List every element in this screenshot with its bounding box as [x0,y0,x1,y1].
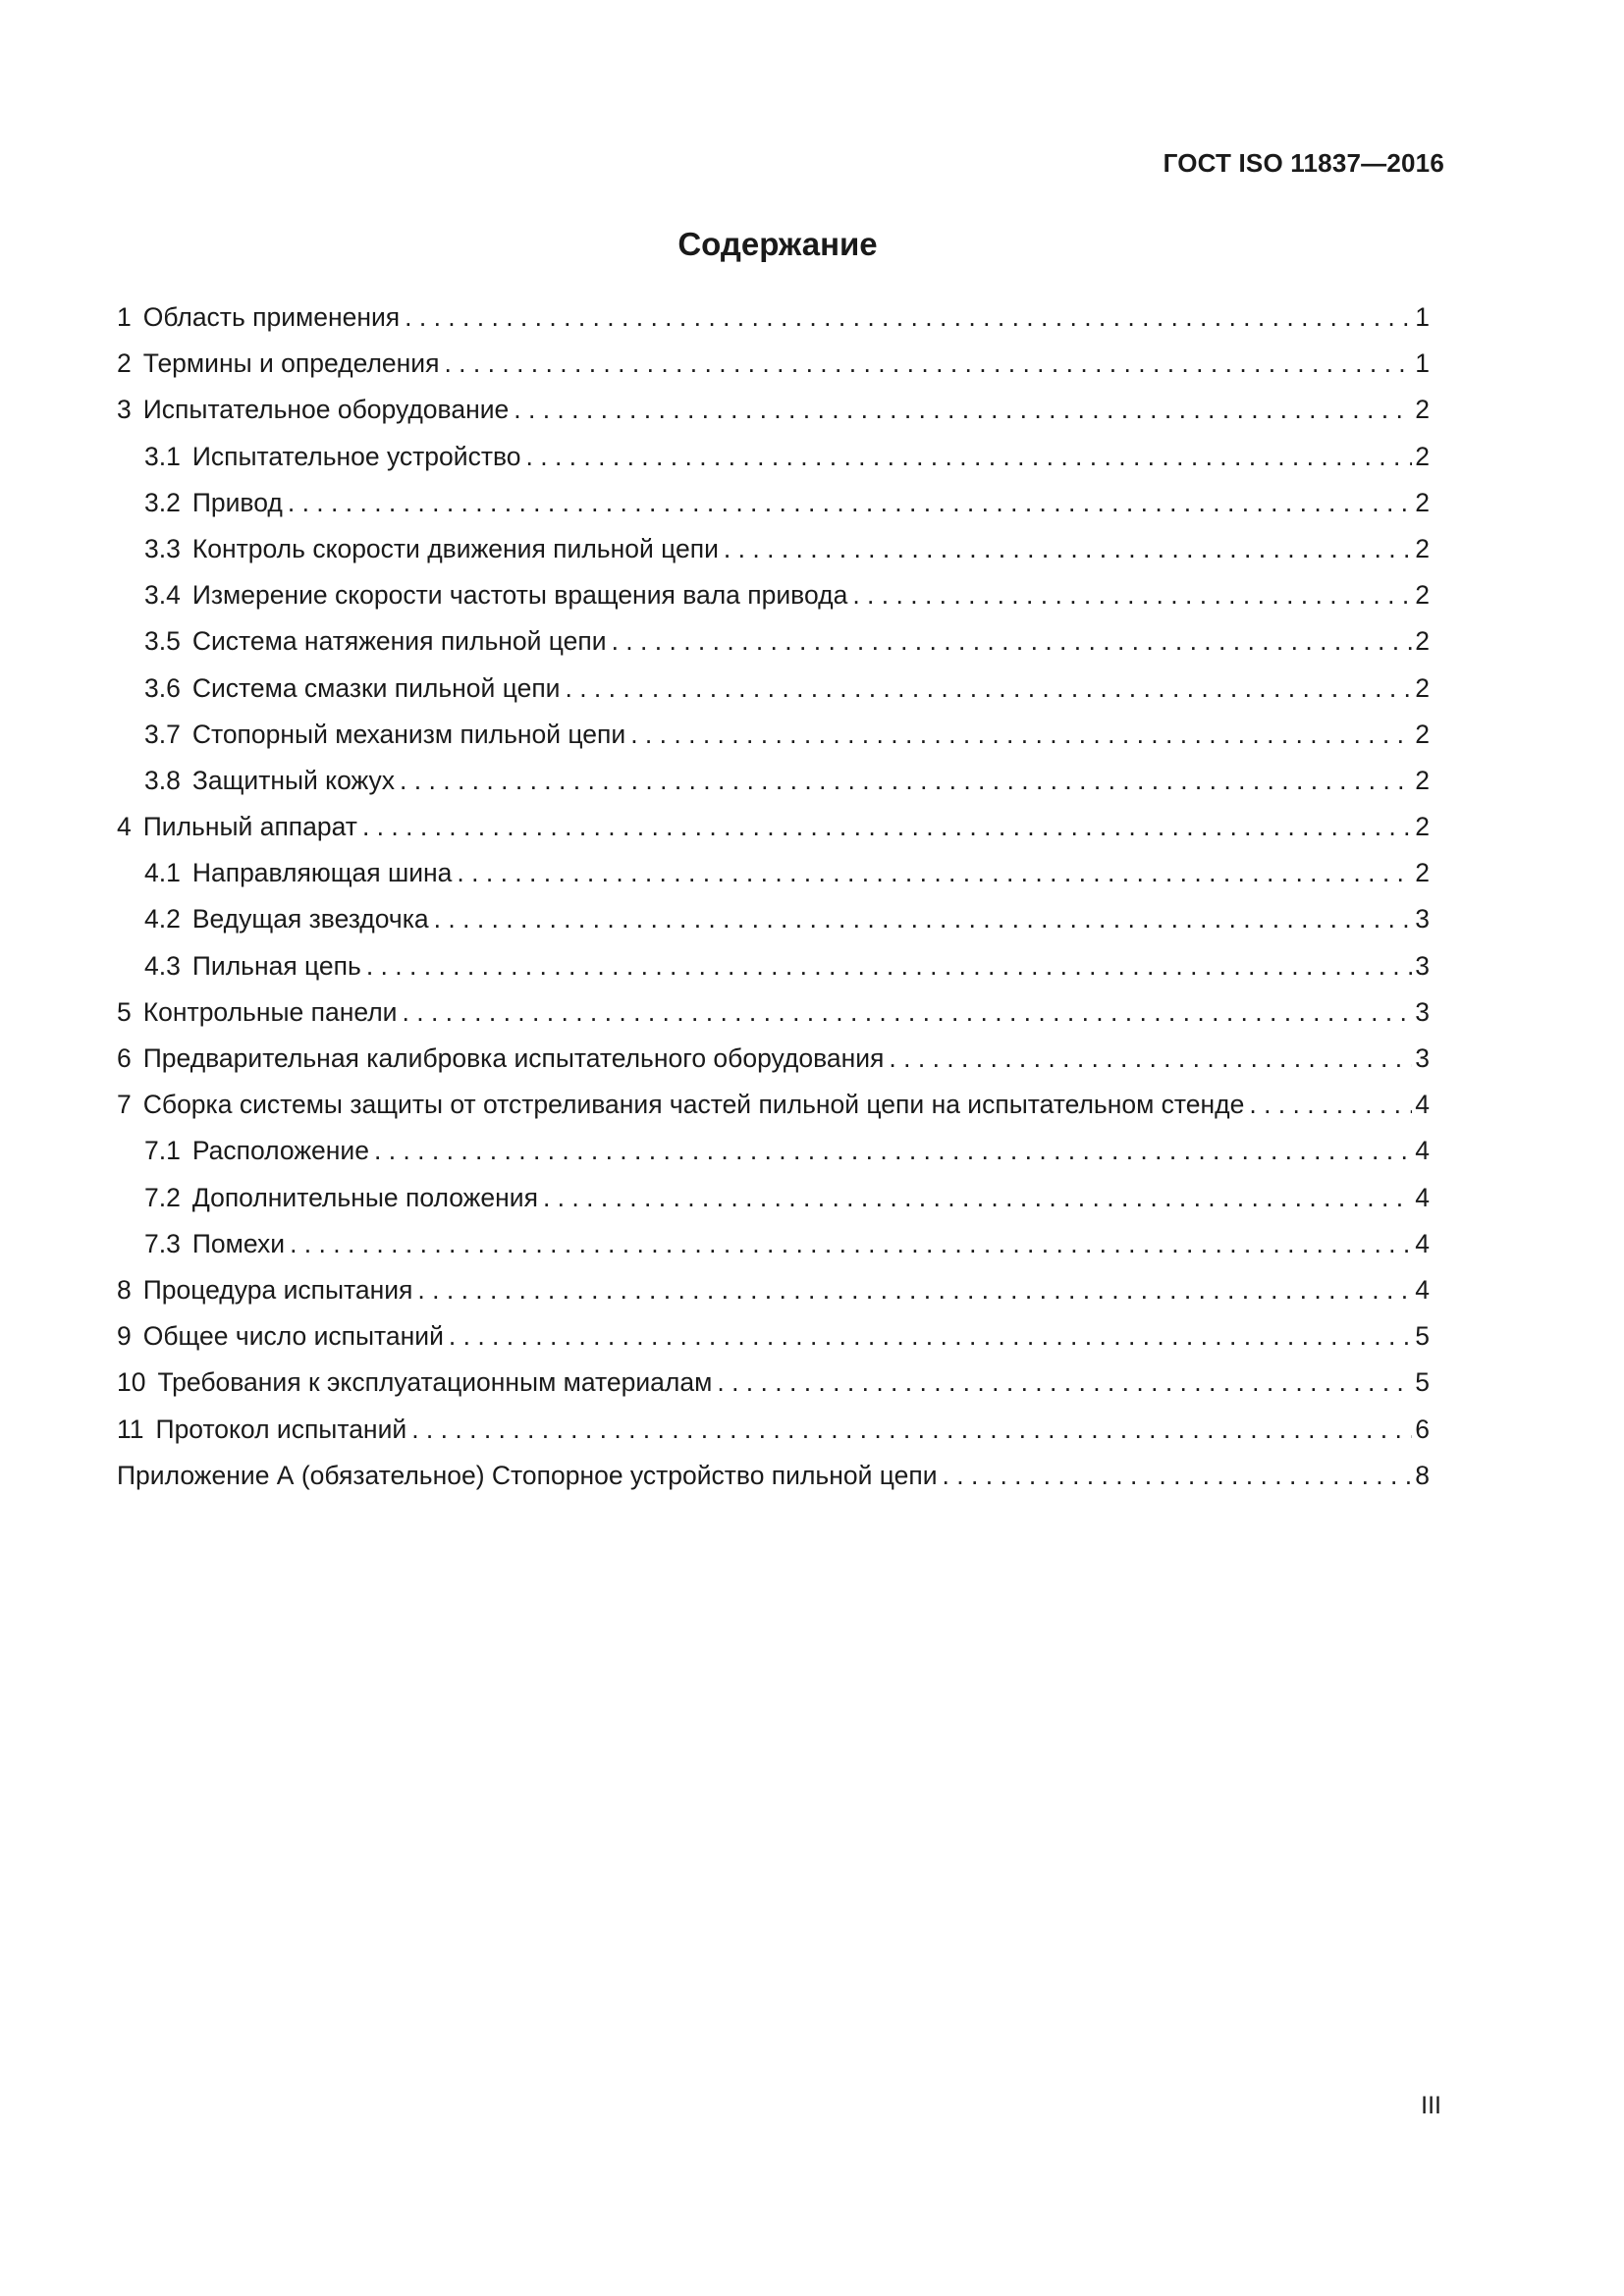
toc-entry[interactable] [117,765,1430,811]
toc-entry-page: 4 [1415,1274,1430,1305]
toc-entry-page: 2 [1415,487,1430,517]
toc-leader-dots [526,441,1413,472]
toc-entry-page: 2 [1415,580,1430,611]
toc-entry-number: 3.4 [144,580,181,611]
toc-entry-number: 7.3 [144,1228,181,1258]
toc-entry-title: Система смазки пильной цепи [191,672,561,703]
toc-entry-title: Система натяжения пильной цепи [191,626,607,657]
toc-entry-title: Процедура испытания [142,1274,413,1305]
toc-leader-dots [852,579,1412,611]
toc-entry-title: Помехи [191,1228,286,1258]
toc-leader-dots [943,1460,1413,1491]
toc-entry-title: Привод [191,487,283,517]
toc-leader-dots [724,533,1412,564]
toc-entry-number: 1 [117,302,132,332]
toc-entry-number: 7 [117,1090,132,1120]
toc-entry-page: 3 [1415,1043,1430,1073]
toc-entry-page: 3 [1415,950,1430,981]
toc-leader-dots [889,1042,1412,1074]
toc-entry-number: 3.5 [144,626,181,657]
toc-entry-page: 2 [1415,719,1430,749]
toc-entry-title: Ведущая звездочка [191,904,429,934]
toc-entry-page: 4 [1415,1228,1430,1258]
toc-entry-title: Сборка системы защиты от отстреливания частей пильной цепи на испытательном стенде [142,1090,1245,1120]
toc-leader-dots [288,487,1412,518]
toc-leader-dots [630,719,1412,750]
toc-entry[interactable] [117,487,1430,533]
toc-entry-title: Расположение [191,1136,369,1166]
toc-entry[interactable] [117,1414,1430,1460]
toc-entry-number: 3.1 [144,441,181,471]
toc-entry[interactable] [117,672,1430,719]
toc-entry-page: 2 [1415,858,1430,888]
toc-leader-dots [362,811,1412,842]
toc-entry-title: Испытательное устройство [191,441,521,471]
toc-entry-page: 3 [1415,996,1430,1027]
toc-entry-title: Общее число испытаний [142,1321,444,1352]
toc-entry[interactable] [117,719,1430,765]
toc-entry-number: 3.6 [144,672,181,703]
toc-entry[interactable] [117,811,1430,857]
toc-entry-title: Измерение скорости частоты вращения вала привода [191,580,848,611]
toc-leader-dots [411,1414,1412,1445]
toc-entry-title: Пильная цепь [191,950,361,981]
toc-entry-title: Область применения [142,302,401,332]
toc-entry-title: Предварительная калибровка испытательного оборудования [142,1043,885,1073]
toc-entry[interactable] [117,533,1430,579]
toc-entry-number: 3.2 [144,487,181,517]
page-number: III [1421,2092,1441,2119]
toc-entry-number: 7.2 [144,1182,181,1212]
page-title: Содержание [677,226,878,262]
toc-entry[interactable] [117,996,1430,1042]
toc-entry-number: 4 [117,812,132,842]
toc-entry-title: Приложение А (обязательное) Стопорное устройство пильной цепи [117,1460,938,1490]
toc-entry[interactable] [117,1228,1430,1274]
toc-entry-number: 7.1 [144,1136,181,1166]
toc-leader-dots [514,394,1412,425]
toc-leader-dots [403,996,1413,1028]
toc-entry[interactable] [117,857,1430,903]
toc-entry-page: 2 [1415,441,1430,471]
toc-leader-dots [366,950,1412,982]
toc-leader-dots [417,1274,1412,1306]
toc-entry-page: 2 [1415,533,1430,563]
toc-entry-page: 8 [1415,1460,1430,1490]
toc-entry-title: Стопорный механизм пильной цепи [191,719,626,749]
toc-entry[interactable] [117,1089,1430,1135]
toc-entry-number: 9 [117,1321,132,1352]
toc-entry-title: Требования к эксплуатационным материалам [157,1367,713,1398]
toc-entry-number: 2 [117,348,132,379]
toc-entry[interactable] [117,1182,1430,1228]
toc-entry[interactable] [117,1320,1430,1366]
toc-entry-number: 6 [117,1043,132,1073]
standard-designation: ГОСТ ISO 11837—2016 [1163,148,1444,178]
toc-leader-dots [612,625,1413,657]
toc-entry[interactable] [117,1274,1430,1320]
toc-entry-title: Направляющая шина [191,858,453,888]
toc-entry-page: 2 [1415,626,1430,657]
toc-entry-number: 3.8 [144,765,181,795]
toc-entry[interactable] [117,1366,1430,1413]
toc-entry[interactable] [117,579,1430,625]
toc-leader-dots [543,1182,1412,1213]
toc-leader-dots [457,857,1412,888]
toc-entry-page: 1 [1415,348,1430,379]
toc-entry[interactable] [117,625,1430,671]
toc-entry-number: 5 [117,996,132,1027]
toc-entry[interactable] [117,441,1430,487]
toc-leader-dots [405,301,1412,333]
table-of-contents [117,301,1430,1506]
toc-entry-page: 4 [1415,1090,1430,1120]
toc-entry-title: Протокол испытаний [155,1414,407,1444]
toc-entry-title: Пильный аппарат [142,812,357,842]
toc-entry[interactable] [117,903,1430,949]
toc-entry-page: 4 [1415,1136,1430,1166]
toc-entry-page: 1 [1415,302,1430,332]
toc-leader-dots [449,1320,1412,1352]
toc-leader-dots [400,765,1412,796]
toc-leader-dots [717,1366,1412,1398]
toc-leader-dots [444,347,1412,379]
toc-entry-number: 11 [117,1414,144,1444]
toc-entry-title: Термины и определения [142,348,440,379]
toc-entry[interactable] [117,301,1430,347]
toc-leader-dots [374,1135,1412,1166]
toc-entry-title: Контрольные панели [142,996,398,1027]
toc-entry-number: 4.2 [144,904,181,934]
toc-entry[interactable] [117,1460,1430,1506]
toc-entry-number: 8 [117,1274,132,1305]
toc-entry-number: 3 [117,395,132,425]
toc-leader-dots [565,672,1412,704]
toc-entry-number: 4.3 [144,950,181,981]
toc-entry[interactable] [117,347,1430,394]
toc-entry-title: Дополнительные положения [191,1182,538,1212]
toc-entry-number: 10 [117,1367,146,1398]
toc-entry-number: 3.7 [144,719,181,749]
toc-entry-page: 2 [1415,765,1430,795]
toc-entry[interactable] [117,1042,1430,1089]
toc-entry-page: 5 [1415,1321,1430,1352]
toc-entry-title: Защитный кожух [191,765,396,795]
toc-entry-page: 5 [1415,1367,1430,1398]
toc-leader-dots [290,1228,1412,1259]
toc-entry-title: Контроль скорости движения пильной цепи [191,533,719,563]
toc-entry-number: 4.1 [144,858,181,888]
toc-entry-page: 6 [1415,1414,1430,1444]
toc-leader-dots [1249,1089,1412,1120]
toc-entry[interactable] [117,394,1430,440]
toc-leader-dots [434,903,1413,934]
toc-entry-title: Испытательное оборудование [142,395,510,425]
toc-entry-page: 4 [1415,1182,1430,1212]
toc-entry-page: 2 [1415,812,1430,842]
toc-entry-page: 3 [1415,904,1430,934]
toc-entry-page: 2 [1415,395,1430,425]
toc-entry-page: 2 [1415,672,1430,703]
toc-entry-number: 3.3 [144,533,181,563]
toc-entry[interactable] [117,1135,1430,1181]
toc-entry[interactable] [117,950,1430,996]
